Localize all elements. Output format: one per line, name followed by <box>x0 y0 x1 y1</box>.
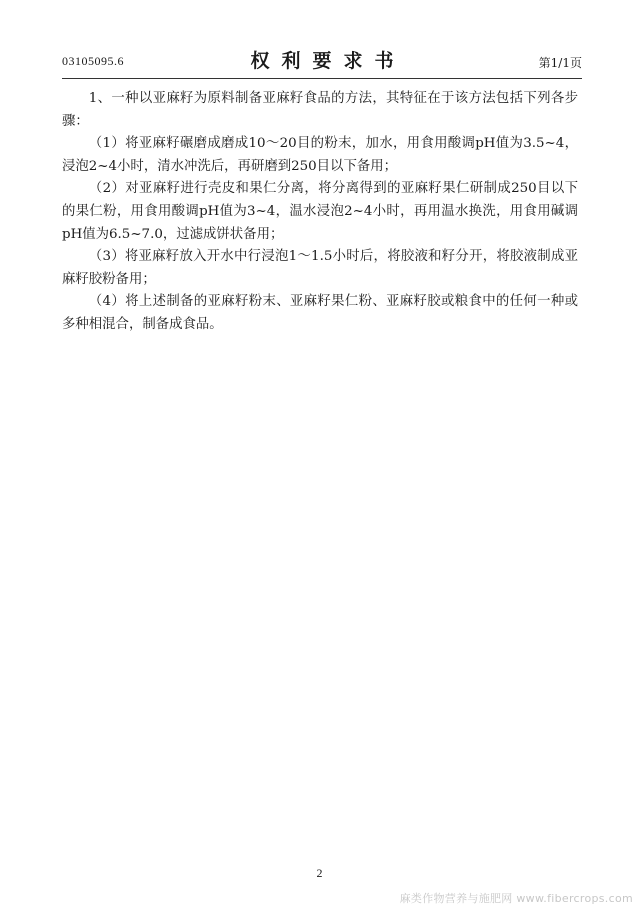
claim-step-2: （2）对亚麻籽进行壳皮和果仁分离，将分离得到的亚麻籽果仁研制成250目以下的果仁粉，用食用酸调pH值为3~4，温水浸泡2~4小时，再用温水换洗，用食用碱调pH值为6.5~7.0，过滤成饼状备用； <box>62 181 578 242</box>
page-count: 第1/1页 <box>538 56 582 70</box>
watermark: 麻类作物营养与施肥网 www.fibercrops.com <box>399 892 633 905</box>
header-divider <box>62 78 582 79</box>
page-number: 2 <box>316 866 323 880</box>
document-title: 权利要求书 <box>250 50 406 72</box>
application-number: 03105095.6 <box>62 54 124 68</box>
claim-step-1: （1）将亚麻籽碾磨成磨成10～20目的粉末，加水，用食用酸调pH值为3.5~4，浸泡2~4小时，清水冲洗后，再研磨到250目以下备用； <box>62 136 578 174</box>
claims-body <box>62 88 578 337</box>
document-header <box>62 46 582 76</box>
claim-step-3: （3）将亚麻籽放入开水中行浸泡1～1.5小时后，将胶液和籽分开，将胶液制成亚麻籽胶粉备用； <box>62 249 578 287</box>
claim-paragraph: 1、一种以亚麻籽为原料制备亚麻籽食品的方法，其特征在于该方法包括下列各步骤： <box>62 91 578 129</box>
claim-step-4: （4）将上述制备的亚麻籽粉末、亚麻籽果仁粉、亚麻籽胶或粮食中的任何一种或多种相混合，制备成食品。 <box>62 294 578 332</box>
